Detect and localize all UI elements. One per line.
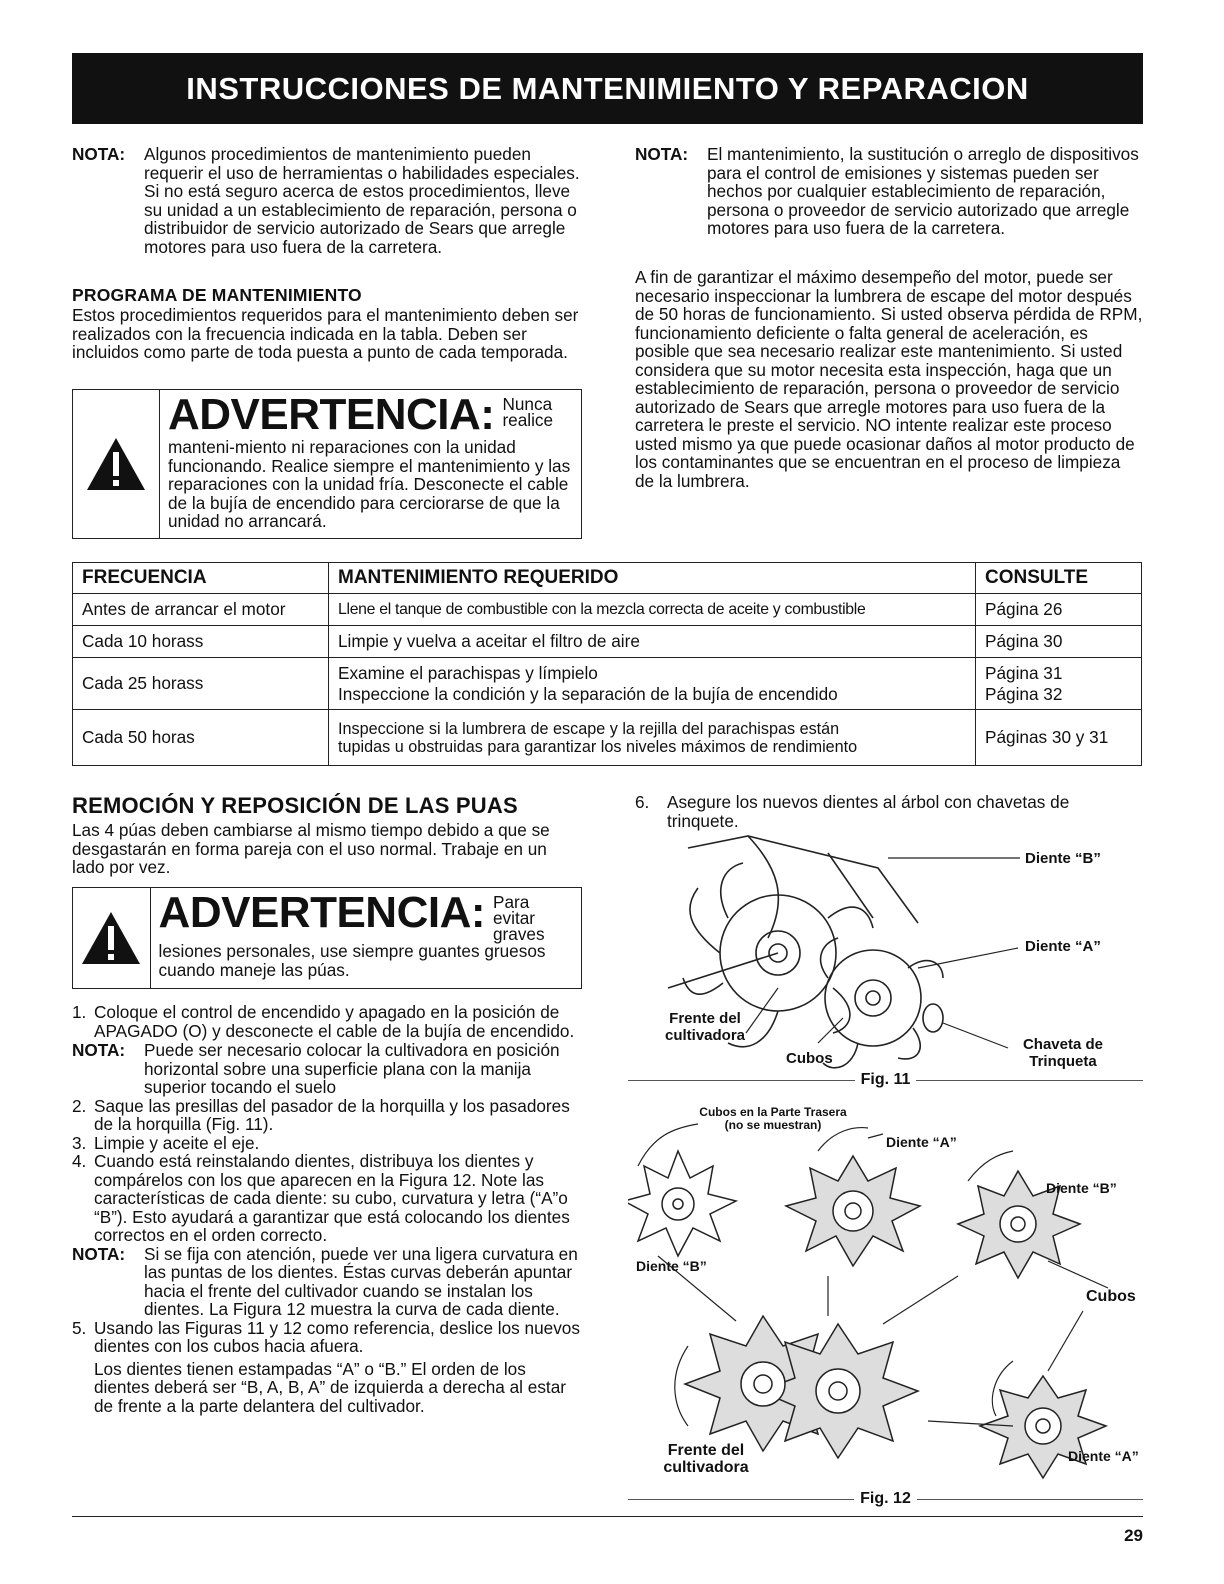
note-2 [72, 1041, 584, 1097]
fig12-caption [628, 1490, 1143, 1508]
removal-heading: REMOCIÓN Y REPOSICIÓN DE LAS PUAS [72, 793, 518, 818]
step-number: 5. [72, 1317, 87, 1338]
col-header-reference: CONSULTE [976, 563, 1142, 594]
warning-title: ADVERTENCIA: [168, 390, 495, 439]
warning-text: lesiones personales, use siempre guantes gruesos cuando maneje las púas. [158, 941, 546, 980]
step-item [72, 1003, 584, 1040]
fig12-label-tine-a-top: Diente “A” [886, 1134, 957, 1150]
fig12-label-rear-hubs [678, 1106, 868, 1132]
maintenance-line: Inspeccione la condición y la separación de la bujía de encendido [338, 683, 838, 704]
step-text: Cuando está reinstalando dientes, distribuya los dientes y compárelos con los que aparecen en la Figura 12. Note las características de cada diente: su cubo, curvatura y letra (“A”o “B”). Esto ayudará a garantizar que está colocando los dientes correctos en el orden correcto. [94, 1151, 570, 1245]
table-row [73, 594, 1142, 626]
note-text: Puede ser necesario colocar la cultivadora en posición horizontal sobre una superficie plana con la manija superior tocando el suelo [144, 1040, 560, 1097]
cell-frequency: Cada 50 horas [73, 710, 329, 766]
warning-triangle-icon [73, 888, 151, 988]
fig11-label-tine-a: Diente “A” [1025, 938, 1101, 955]
cell-reference [976, 658, 1142, 710]
cell-maintenance: Llene el tanque de combustible con la mezcla correcta de aceite y combustible [329, 594, 976, 626]
note-label: NOTA: [635, 144, 689, 164]
step-item [72, 1097, 584, 1134]
fig11-label-hubs: Cubos [786, 1050, 833, 1067]
step-number: 6. [635, 792, 650, 812]
fig11-caption-text: Fig. 11 [860, 1071, 911, 1088]
note-text: Algunos procedimientos de mantenimiento pueden requerir el uso de herramientas o habilidades especiales. Si no está seguro acerca de estos procedimientos, lleve su unidad a un establecimiento de reparación, persona o distribuidor de servicio autorizado de Sears que arregle motores para uso fuera de la carretera. [144, 144, 580, 257]
note-text: El mantenimiento, la sustitución o arreglo de dispositivos para el control de emisiones y sistemas pueden ser hechos por cualquier establecimiento de reparación, persona o proveedor de servicio autorizado que arregle motores para uso fuera de la carretera. [707, 144, 1139, 238]
step-item [72, 1134, 584, 1153]
note-text: Si se fija con atención, puede ver una ligera curvatura en las puntas de los dientes. Éstas curvas deberán apuntar hacia el frente del cultivador cuando se instalan los dientes. La Figura 12 muestra la curva de cada diente. [144, 1243, 578, 1319]
step-text: Asegure los nuevos dientes al árbol con chavetas de trinquete. [667, 792, 1070, 831]
cell-reference: Páginas 30 y 31 [976, 710, 1142, 766]
cell-reference: Página 30 [976, 626, 1142, 658]
step-text: Coloque el control de encendido y apagado en la posición de APAGADO (O) y desconecte el cable de la bujía de encendido. [94, 1002, 575, 1041]
step-text: Limpie y aceite el eje. [94, 1132, 260, 1153]
left-note [72, 145, 582, 256]
step-6 [635, 793, 1143, 830]
fig11-label-front: Frente del cultivadora [664, 1010, 746, 1044]
schedule-text: Estos procedimientos requeridos para el mantenimiento deben ser realizados con la frecuencia indicada en la tabla. Deben ser incluidos como parte de toda puesta a punto de cada temporada. [72, 305, 579, 362]
page-header [72, 53, 1143, 124]
rear-hubs-text: Cubos en la Parte Trasera [699, 1105, 847, 1119]
fig11-label-tine-b: Diente “B” [1025, 850, 1101, 867]
right-paragraph [635, 268, 1143, 490]
step-item [72, 1319, 584, 1356]
note-3 [72, 1245, 584, 1319]
fig12-label-tine-b-right: Diente “B” [1046, 1180, 1117, 1196]
not-shown-text: (no se muestran) [724, 1118, 822, 1132]
cell-reference: Página 26 [976, 594, 1142, 626]
cell-maintenance [329, 658, 976, 710]
table-header-row [73, 563, 1142, 594]
step-number: 2. [72, 1095, 87, 1116]
fig11-caption [628, 1071, 1143, 1089]
fig12-label-tine-a-bottom: Diente “A” [1068, 1448, 1139, 1464]
warning-lead: Para evitar graves [493, 892, 545, 944]
note-label: NOTA: [72, 1243, 126, 1264]
fig12-caption-text: Fig. 12 [860, 1490, 911, 1507]
step-number: 3. [72, 1132, 87, 1153]
warning-box-1 [72, 389, 582, 539]
right-note [635, 145, 1143, 238]
note-label: NOTA: [72, 1040, 126, 1060]
warning-title: ADVERTENCIA: [158, 888, 485, 937]
schedule-heading: PROGRAMA DE MANTENIMIENTO [72, 285, 362, 305]
note-label: NOTA: [72, 144, 126, 164]
fig12-label-front: Frente del cultivadora [663, 1442, 749, 1476]
warning-triangle-icon [73, 390, 160, 538]
exhaust-port-text: A fin de garantizar el máximo desempeño del motor, puede ser necesario inspeccionar la lumbrera de escape del motor después de 50 horas de funcionamiento. Si usted observa pérdida de RPM, funcionamiento deficiente o falta general de aceleración, es posible que sea necesario realizar este mantenimiento. Si usted considera que su motor necesita esta inspección, haga que un establecimiento de reparación, persona o proveedor de servicio autorizado de Sears que arregle motores para uso fuera de la carretera le preste el servicio. NO intente realizar este proceso usted mismo ya que puede ocasionar daños al motor producto de los contaminantes que se encuentran en el proceso de limpieza de la lumbrera. [635, 267, 1143, 491]
removal-section [72, 793, 582, 877]
warning-text: manteni-miento ni reparaciones con la unidad funcionando. Realice siempre el mantenimiento y las reparaciones con la unidad fría. Desconecte el cable de la bujía de encendido para cerciorarse de que la unidad no arrancará. [168, 437, 571, 531]
footer-rule [72, 1516, 1143, 1517]
warning-box-2 [72, 887, 582, 989]
step-item [72, 1152, 584, 1245]
col-header-frequency: FRECUENCIA [73, 563, 329, 594]
col-header-maintenance: MANTENIMIENTO REQUERIDO [329, 563, 976, 594]
cell-frequency: Cada 10 horass [73, 626, 329, 658]
steps-list [72, 1003, 584, 1415]
warning-lead: Nunca realice [502, 394, 554, 430]
cell-maintenance [329, 710, 976, 766]
page-number: 29 [1124, 1526, 1143, 1545]
fig12-label-tine-b-left: Diente “B” [636, 1258, 707, 1274]
removal-intro: Las 4 púas deben cambiarse al mismo tiempo debido a que se desgastarán en forma pareja con el uso normal. Trabaje en un lado por vez. [72, 820, 550, 877]
cell-maintenance: Limpie y vuelva a aceitar el filtro de aire [329, 626, 976, 658]
table-row [73, 658, 1142, 710]
cell-frequency: Antes de arrancar el motor [73, 594, 329, 626]
reference-line: Página 32 [985, 683, 1063, 704]
figure-12 [628, 1106, 1143, 1526]
figure-11 [628, 828, 1143, 1098]
table-row [73, 710, 1142, 766]
step-number: 1. [72, 1002, 87, 1022]
maintenance-line: Examine el parachispas y límpielo [338, 662, 598, 683]
table-row [73, 626, 1142, 658]
step-text: Saque las presillas del pasador de la horquilla y los pasadores de la horquilla (Fig. 11). [94, 1095, 570, 1134]
reference-line: Página 31 [985, 662, 1063, 683]
maintenance-table [72, 562, 1142, 766]
fig12-label-hubs: Cubos [1086, 1288, 1136, 1305]
step-number: 4. [72, 1151, 87, 1171]
fig11-label-pin: Chaveta de Trinqueta [1022, 1036, 1104, 1070]
cell-frequency: Cada 25 horass [73, 658, 329, 710]
schedule-section [72, 285, 582, 362]
step-text: Usando las Figuras 11 y 12 como referencia, deslice los nuevos dientes con los cubos hacia afuera. [94, 1317, 580, 1356]
maintenance-line: tupidas u obstruidas para garantizar los niveles máximos de rendimiento [338, 737, 858, 756]
step-item [635, 793, 1143, 830]
page-title: INSTRUCCIONES DE MANTENIMIENTO Y REPARACION [186, 70, 1029, 106]
step-5-detail: Los dientes tienen estampadas “A” o “B.” El orden de los dientes deberá ser “B, A, B, A” de izquierda a derecha al estar de frente a la parte delantera del cultivador. [94, 1358, 566, 1416]
maintenance-line: Inspeccione si la lumbrera de escape y la rejilla del parachispas están [338, 719, 840, 738]
